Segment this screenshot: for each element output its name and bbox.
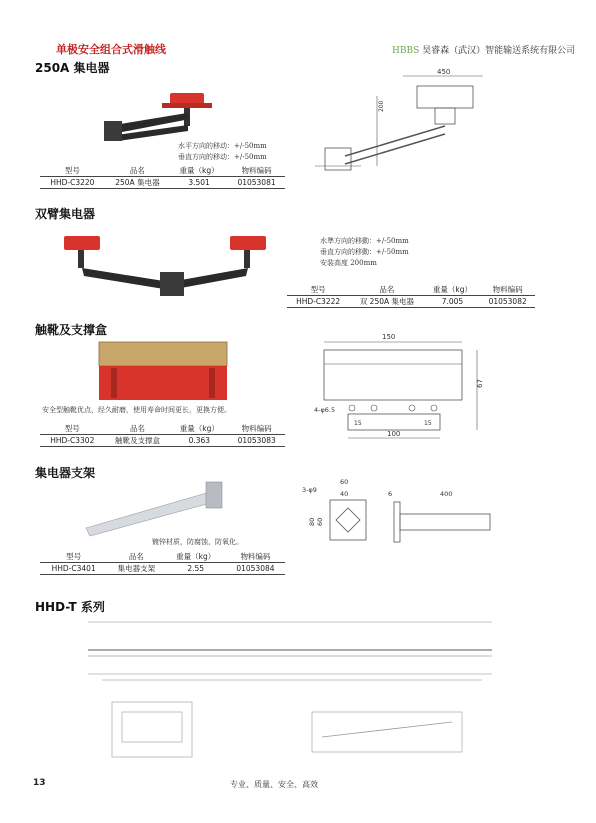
section-title-shoe: 触靴及支撑盒 <box>35 323 108 337</box>
company-header <box>392 43 575 56</box>
dim-150: 150 <box>382 333 396 341</box>
section3-notes: 安全型触靴优点，经久耐磨，使用寿命时间更长，更换方便。 <box>42 406 231 414</box>
collector-double-image <box>60 228 290 303</box>
shoe-box-drawing <box>312 330 497 445</box>
dim-6: 6 <box>388 490 393 498</box>
hhdt-series-drawing <box>82 612 502 772</box>
footer-slogan: 专业、质量、安全、高效 <box>230 780 318 789</box>
spec-table-shoe: 型号 品名 重量（kg） 物料编码 HHD-C3302 触靴及支撑盒 0.363 01053083 <box>40 423 285 447</box>
page-number: 13 <box>33 778 46 788</box>
spec-table-double: 型号 品名 重量（kg） 物料编码 HHD-C3222 双 250A 集电器 7.005 01053082 <box>287 284 535 308</box>
dim-15-left: 15 <box>354 420 362 427</box>
brand-logo-text: HBBS <box>392 46 420 56</box>
dim-holes: 4-φ6.5 <box>314 406 336 414</box>
section1-notes: 水平方向的移动：+/-50mm 垂直方向的移动：+/-50mm <box>178 142 267 161</box>
dim-60-side: 60 <box>316 517 324 526</box>
section-title-bracket: 集电器支架 <box>35 466 96 480</box>
dim-40: 40 <box>340 490 349 498</box>
document-title: 单极安全组合式滑触线 <box>56 43 166 56</box>
collector-250a-drawing <box>305 66 495 186</box>
bracket-image <box>82 478 232 538</box>
spec-table-250a: 型号 品名 重量（kg） 物料编码 HHD-C3220 250A 集电器 3.501 01053081 <box>40 165 285 189</box>
section2-notes: 水準方向的移動：+/-50mm 垂直方向的移動：+/-50mm 安装高度 200mm <box>320 237 409 267</box>
spec-table-bracket: 型号 品名 重量（kg） 物料编码 HHD-C3401 集电器支架 2.55 01053084 <box>40 551 285 575</box>
section-title-double: 双臂集电器 <box>35 207 96 221</box>
section-title-hhdt: HHD-T 系列 <box>35 600 105 614</box>
shoe-box-image <box>97 340 232 405</box>
dim-400: 400 <box>440 490 453 498</box>
dim-3-holes: 3-φ9 <box>302 486 317 494</box>
dim-100: 100 <box>387 430 401 438</box>
company-name: 昊睿森（武汉）智能输送系统有限公司 <box>422 46 576 56</box>
section-title-250a: 250A 集电器 <box>35 61 110 75</box>
dim-60-top: 60 <box>340 478 349 486</box>
section4-notes: 镀锌材质，防腐蚀，防氧化。 <box>152 538 243 546</box>
dim-height: 200 <box>378 100 385 112</box>
bracket-drawing <box>300 478 500 548</box>
dim-80: 80 <box>308 517 316 526</box>
dim-width: 450 <box>437 68 451 76</box>
dim-15-right: 15 <box>424 420 432 427</box>
dim-67: 67 <box>476 379 484 388</box>
